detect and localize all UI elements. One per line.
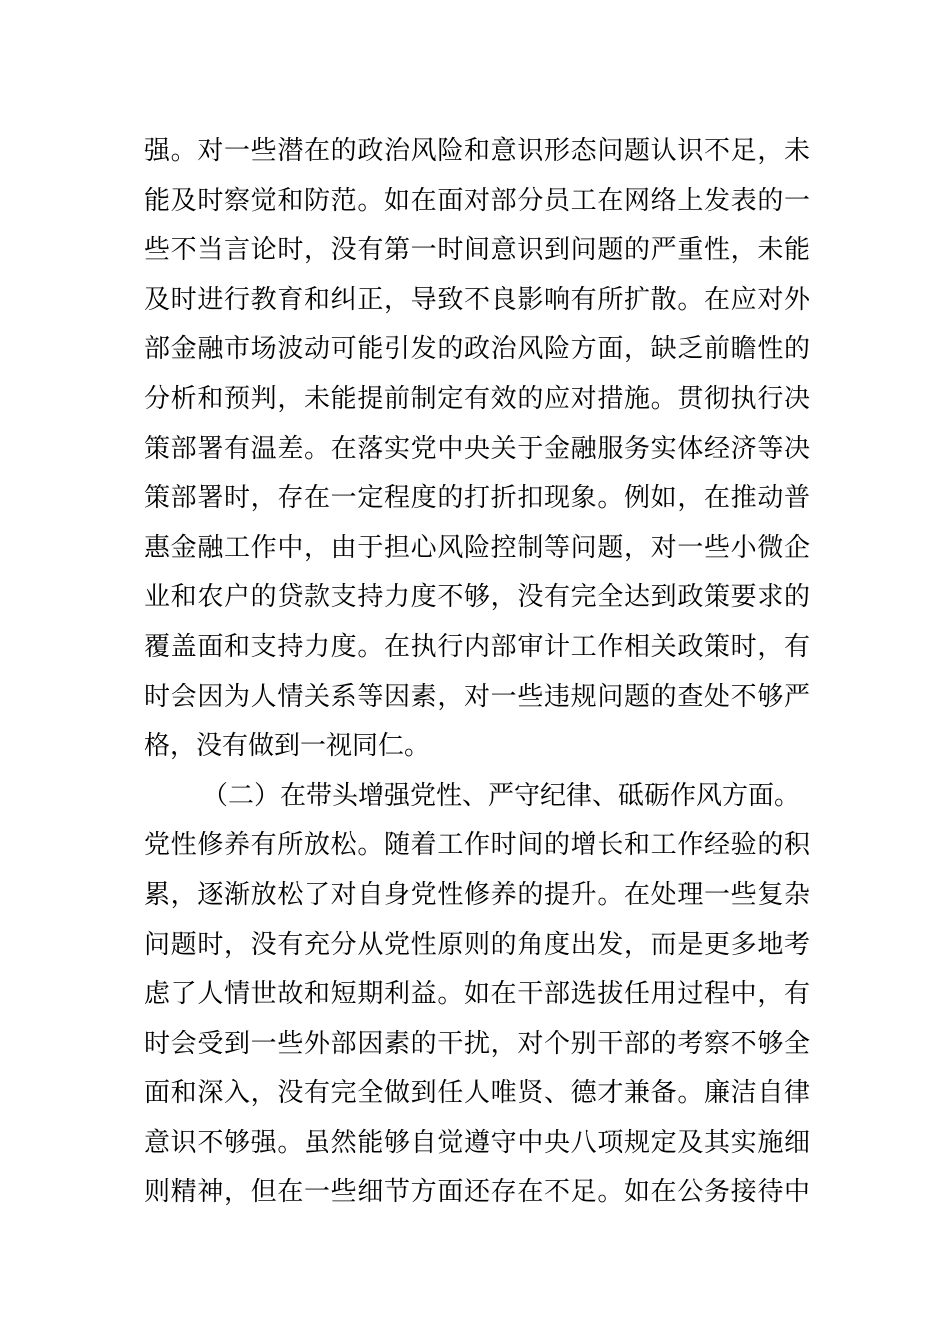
text-line: 及时进行教育和纠正，导致不良影响有所扩散。在应对外 [144,284,810,315]
text-line: 面和深入，没有完全做到任人唯贤、德才兼备。廉洁自律 [144,1078,810,1109]
text-line: 覆盖面和支持力度。在执行内部审计工作相关政策时，有 [144,631,810,662]
text-line: 格，没有做到一视同仁。 [144,731,431,762]
text-line: 能及时察觉和防范。如在面对部分员工在网络上发表的一 [144,185,810,216]
text-line: 业和农户的贷款支持力度不够，没有完全达到政策要求的 [144,582,810,613]
text-line: 分析和预判，未能提前制定有效的应对措施。贯彻执行决 [144,383,810,414]
text-line: 策部署有温差。在落实党中央关于金融服务实体经济等决 [144,433,810,464]
text-line: 虑了人情世故和短期利益。如在干部选拔任用过程中，有 [144,979,810,1010]
text-line: 意识不够强。虽然能够自觉遵守中央八项规定及其实施细 [144,1127,810,1158]
text-line: 些不当言论时，没有第一时间意识到问题的严重性，未能 [144,235,810,266]
body-text [144,127,810,1218]
text-line: 时会受到一些外部因素的干扰，对个别干部的考察不够全 [144,1028,810,1059]
text-line: 党性修养有所放松。随着工作时间的增长和工作经验的积 [144,830,810,861]
text-line: 时会因为人情关系等因素，对一些违规问题的查处不够严 [144,681,810,712]
section-heading: （二）在带头增强党性、严守纪律、砥砺作风方面。 [202,780,801,811]
text-line: 部金融市场波动可能引发的政治风险方面，缺乏前瞻性的 [144,334,810,365]
text-line: 则精神，但在一些细节方面还存在不足。如在公务接待中 [144,1177,810,1208]
text-line: 强。对一些潜在的政治风险和意识形态问题认识不足，未 [144,136,810,166]
text-line: 策部署时，存在一定程度的打折扣现象。例如，在推动普 [144,483,810,514]
text-line: 累，逐渐放松了对自身党性修养的提升。在处理一些复杂 [144,879,810,910]
text-line: 问题时，没有充分从党性原则的角度出发，而是更多地考 [144,929,810,960]
text-line: 惠金融工作中，由于担心风险控制等问题，对一些小微企 [144,532,810,563]
